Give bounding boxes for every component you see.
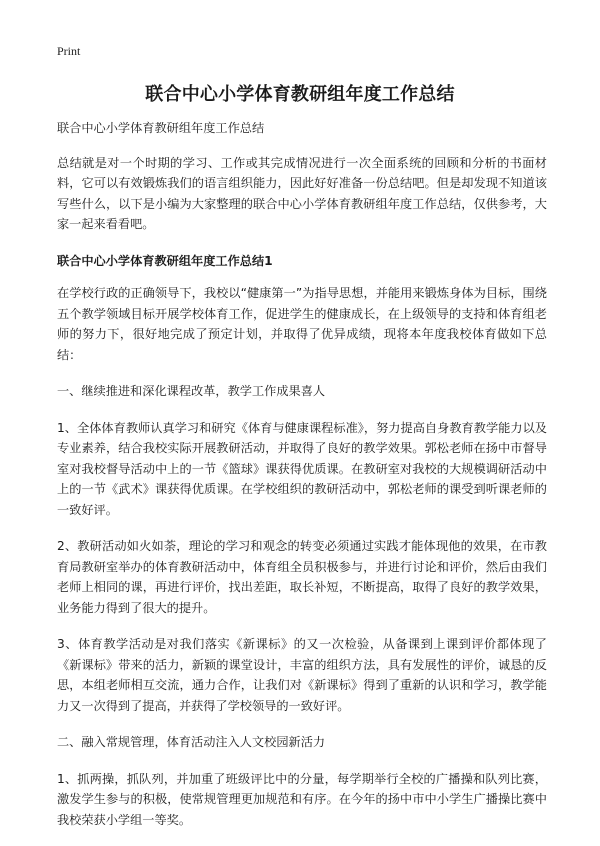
part-two-item-1: 1、抓两操，抓队列，并加重了班级评比中的分量，每学期举行全校的广播操和队列比赛，激发学生参与的积极，使常规管理更加规范和有序。在今年的扬中市中小学生广播操比赛中我校荣获小学组一等奖。 — [57, 771, 547, 827]
intro-paragraph: 总结就是对一个时期的学习、工作或其完成情况进行一次全面系统的回顾和分析的书面材料，它可以有效锻炼我们的语言组织能力，因此好好准备一份总结吧。但是却发现不知道该写些什么，以下是小编为大家整理的联合中心小学体育教研组年度工作总结，仅供参考，大家一起来看看吧。 — [57, 155, 547, 231]
part-two-heading: 二、融入常规管理，体育活动注入人文校园新活力 — [57, 735, 326, 749]
document-title: 联合中心小学体育教研组年度工作总结 — [145, 84, 455, 105]
print-label: Print — [57, 44, 81, 58]
document-subtitle: 联合中心小学体育教研组年度工作总结 — [57, 121, 265, 135]
part-one-heading: 一、继续推进和深化课程改革，教学工作成果喜人 — [57, 384, 326, 398]
part-one-item-1: 1、全体体育教师认真学习和研究《体育与健康课程标准》，努力提高自身教育教学能力以及专业素养，结合我校实际开展教研活动，并取得了良好的教学效果。郭松老师在扬中市督导室对我校督导活动中上的一节《篮球》课获得优质课。在教研室对我校的大规模调研活动中上的一节《武术》课获得优质课。在学校组织的教研活动中，郭松老师的课受到听课老师的一致好评。 — [57, 420, 547, 517]
part-one-item-3: 3、体育教学活动是对我们落实《新课标》的又一次检验，从备课到上课到评价都体现了《新课标》带来的活力，新颖的课堂设计，丰富的组织方法，具有发展性的评价，诚恳的反思，本组老师相互交流，通力合作，让我们对《新课标》得到了重新的认识和学习，教学能力又一次得到了提高，并获得了学校领导的一致好评。 — [57, 637, 547, 713]
section-heading: 联合中心小学体育教研组年度工作总结1 — [57, 253, 273, 268]
part-one-item-2: 2、教研活动如火如荼，理论的学习和观念的转变必须通过实践才能体现他的效果，在市教育局教研室举办的体育教研活动中，体育组全员积极参与，并进行讨论和评价，然后由我们老师上相同的课，再进行评价，找出差距，取长补短，不断提高，取得了良好的教学效果，业务能力得到了很大的提升。 — [57, 539, 547, 615]
section-intro-paragraph: 在学校行政的正确领导下，我校以“健康第一”为指导思想，并能用来锻炼身体为目标，围绕五个教学领域目标开展学校体育工作，促进学生的健康成长，在上级领导的支持和体育组老师的努力下，很好地完成了预定计划，并取得了优异成绩，现将本年度我校体育做如下总结： — [57, 286, 547, 362]
document-body — [57, 118, 547, 846]
